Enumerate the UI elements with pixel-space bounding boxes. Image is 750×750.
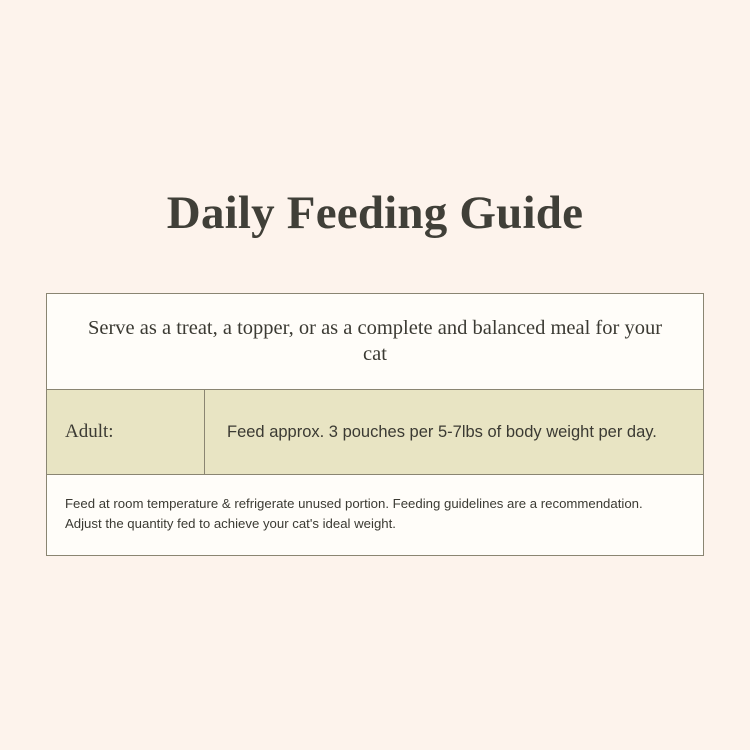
feed-amount-value: Feed approx. 3 pouches per 5-7lbs of body weight per day. [227,422,657,441]
table-row [47,390,703,475]
feeding-guide-table [46,293,704,556]
table-footnote: Feed at room temperature & refrigerate unused portion. Feeding guidelines are a recommendation. Adjust the quantity fed to achieve your cat's ideal weight. [47,475,703,555]
feed-stage-label: Adult: [47,390,205,474]
table-intro-text: Serve as a treat, a topper, or as a complete and balanced meal for your cat [47,294,703,390]
page-title: Daily Feeding Guide [166,187,584,239]
